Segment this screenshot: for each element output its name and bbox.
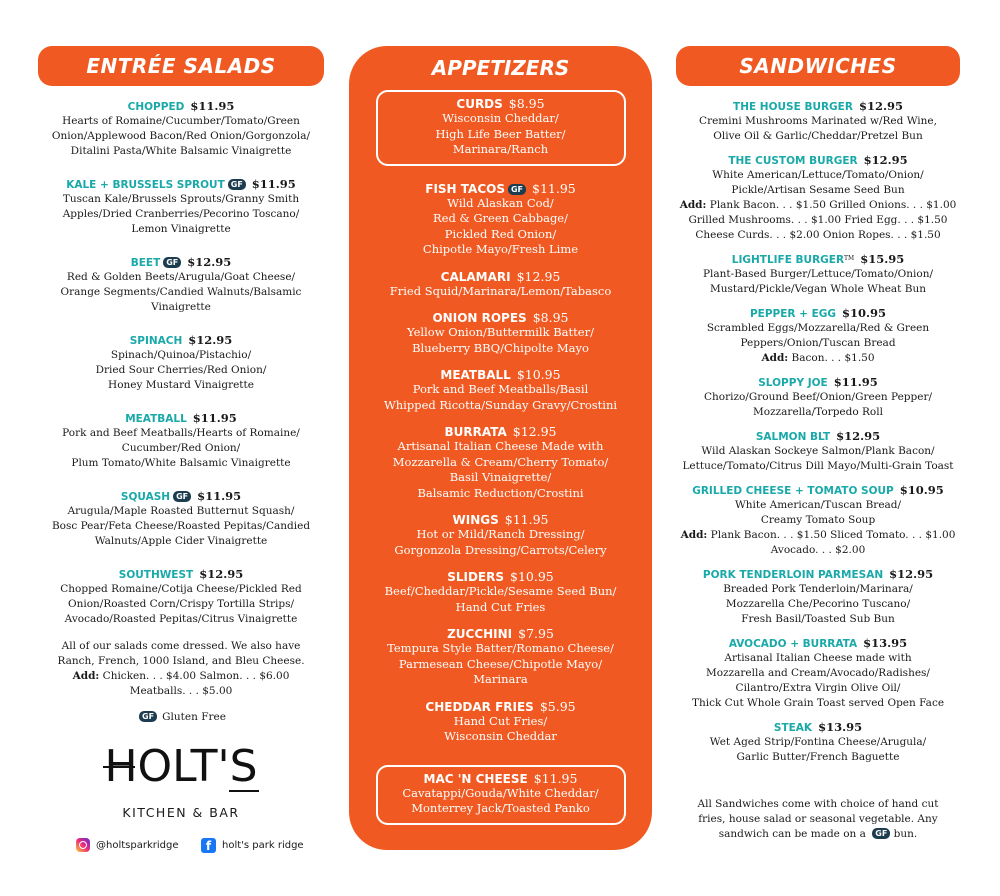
- menu-item-header: [38, 411, 324, 426]
- sandwiches-list: [676, 86, 960, 765]
- menu-item-price: $8.95: [532, 310, 569, 325]
- menu-item-description: Wild Alaskan Cod/: [447, 195, 554, 210]
- menu-item-price: $15.95: [860, 252, 905, 266]
- menu-item-description: Mustard/Pickle/Vegan Whole Wheat Bun: [710, 283, 926, 295]
- gf-badge-icon: GF: [163, 257, 181, 268]
- menu-item-description: Balsamic Reduction/Crostini: [417, 485, 584, 500]
- menu-item-price: $12.95: [512, 424, 557, 439]
- menu-item: [376, 765, 626, 825]
- menu-item-header: [676, 483, 960, 498]
- menu-item-description: Peppers/Onion/Tuscan Bread: [740, 337, 896, 349]
- menu-item-name: KALE + BRUSSELS SPROUT: [66, 179, 225, 191]
- menu-item-description: Spinach/Quinoa/Pistachio/: [110, 349, 252, 361]
- gf-badge-icon: GF: [139, 711, 157, 722]
- menu-item-description: Whipped Ricotta/Sunday Gravy/Crostini: [383, 397, 618, 412]
- menu-item-description: Cilantro/Extra Virgin Olive Oil/: [735, 682, 901, 694]
- menu-item-price: $11.95: [192, 411, 237, 425]
- menu-item-description: Yellow Onion/Buttermilk Batter/: [407, 325, 594, 339]
- gf-badge-icon: GF: [173, 491, 191, 502]
- menu-item-header: [38, 567, 324, 582]
- menu-item-description: Tuscan Kale/Brussels Sprouts/Granny Smith: [62, 193, 300, 205]
- menu-item-header: [349, 270, 652, 284]
- menu-item-description: Tempura Style Batter/Romano Cheese/: [387, 641, 614, 655]
- menu-item-header: [38, 333, 324, 348]
- menu-item: [349, 182, 652, 258]
- menu-item: [676, 375, 960, 420]
- menu-item-name: SLOPPY JOE: [758, 377, 828, 389]
- menu-item-description: Parmesean Cheese/Chipotle Mayo/: [398, 656, 603, 671]
- menu-item-description: Wisconsin Cheddar: [444, 729, 557, 743]
- menu-item: [349, 700, 652, 745]
- menu-item-description: Mozzarella and Cream/Avocado/Radishes/: [706, 667, 930, 679]
- menu-item-price: $12.95: [199, 567, 244, 581]
- menu-item: [676, 306, 960, 366]
- menu-item: [676, 153, 960, 243]
- addons-text: Bacon. . . $1.50: [791, 352, 875, 364]
- menu-item: [676, 429, 960, 474]
- menu-item-description: Ditalini Pasta/White Balsamic Vinaigrette: [70, 145, 292, 157]
- addons-text: Plank Bacon. . . $1.50 Sliced Tomato. . . $1.00: [710, 529, 956, 541]
- menu-item-description: Dried Sour Cherries/Red Onion/: [95, 364, 267, 376]
- menu-item-name: MEATBALL: [125, 413, 187, 425]
- addons-label: Add:: [679, 199, 707, 211]
- menu-item: [676, 636, 960, 711]
- menu-item-description: Onion/Roasted Corn/Crispy Tortilla Strips/: [67, 598, 295, 610]
- menu-item: [349, 627, 652, 688]
- menu-item-addons: [676, 213, 960, 228]
- menu-item-description: Mozzarella & Cream/Cherry Tomato/: [392, 454, 609, 469]
- entree-salads-list: [38, 86, 324, 627]
- menu-item-description: Chopped Romaine/Cotija Cheese/Pickled Red: [60, 583, 302, 595]
- menu-item-price: $7.95: [518, 626, 554, 641]
- menu-item: [38, 333, 324, 393]
- menu-item-description: Red & Green Cabbage/: [432, 211, 568, 225]
- menu-item-description: Hot or Mild/Ranch Dressing/: [416, 527, 585, 541]
- gf-badge-icon: GF: [228, 179, 246, 190]
- entree-salads-column: [38, 0, 324, 853]
- gluten-free-legend: GF Gluten Free: [38, 705, 324, 725]
- appetizers-list: [349, 90, 652, 825]
- menu-item-description: White American/Tuscan Bread/: [734, 499, 902, 511]
- instagram-handle[interactable]: @holtsparkridge: [76, 838, 178, 852]
- menu-item-price: $12.95: [858, 99, 903, 113]
- holts-logo-mark: [101, 733, 261, 793]
- menu-item-description: Plum Tomato/White Balsamic Vinaigrette: [71, 457, 291, 469]
- menu-item-name: GRILLED CHEESE + TOMATO SOUP: [692, 485, 894, 497]
- menu-item-price: $11.95: [532, 180, 576, 196]
- addons-label: Add:: [761, 352, 789, 364]
- menu-item-description: Lettuce/Tomato/Citrus Dill Mayo/Multi-Grain Toast: [682, 460, 954, 472]
- menu-item-name: PORK TENDERLOIN PARMESAN: [702, 569, 884, 581]
- menu-item-header: [349, 425, 652, 439]
- gf-badge-icon: GF: [508, 184, 526, 195]
- menu-item-name: SOUTHWEST: [118, 569, 194, 581]
- instagram-icon: [76, 838, 90, 852]
- menu-item-description: Garlic Butter/French Baguette: [736, 751, 900, 763]
- menu-item-description: Wet Aged Strip/Fontina Cheese/Arugula/: [709, 736, 927, 748]
- menu-item: [676, 99, 960, 144]
- menu-item-description: Breaded Pork Tenderloin/Marinara/: [723, 583, 913, 595]
- menu-item-name: THE HOUSE BURGER: [733, 101, 853, 113]
- menu-item-price: $11.95: [504, 512, 549, 527]
- menu-item-description: Pork and Beef Meatballs/Hearts of Romaine/: [62, 427, 300, 439]
- menu-item-price: $8.95: [508, 96, 545, 111]
- addons-text: Avocado. . . $2.00: [770, 544, 866, 556]
- menu-item-description: Olive Oil & Garlic/Cheddar/Pretzel Bun: [713, 130, 923, 142]
- facebook-icon: f: [201, 838, 216, 853]
- addons-text: Grilled Mushrooms. . . $1.00 Fried Egg. . . $1.50: [688, 214, 948, 226]
- menu-item-description: Orange Segments/Candied Walnuts/Balsamic: [60, 286, 302, 298]
- menu-item-addons: [676, 543, 960, 558]
- menu-item-price: $10.95: [510, 569, 554, 584]
- menu-item-description: Pickled Red Onion/: [444, 226, 557, 241]
- menu-item-header: [676, 720, 960, 735]
- menu-item-price: $11.95: [251, 177, 296, 191]
- menu-item-price: $12.95: [836, 429, 881, 443]
- menu-item-addons: [676, 351, 960, 366]
- menu-item-description: Blueberry BBQ/Chipolte Mayo: [412, 340, 589, 355]
- menu-item-name: ZUCCHINI: [447, 627, 513, 641]
- menu-item-description: Honey Mustard Vinaigrette: [108, 379, 254, 391]
- menu-item-price: $12.95: [187, 255, 232, 269]
- menu-item-header: [676, 252, 960, 267]
- menu-item-name: ONION ROPES: [432, 311, 527, 325]
- menu-item-header: [38, 177, 324, 192]
- menu-item-addons: [676, 528, 960, 543]
- menu-item-description: Hand Cut Fries/: [453, 713, 548, 728]
- gf-badge-icon: GF: [872, 828, 890, 839]
- menu-item: [38, 411, 324, 471]
- menu-item-description: Chorizo/Ground Beef/Onion/Green Pepper/: [703, 391, 933, 403]
- appetizers-panel: [349, 46, 652, 850]
- menu-item-header: [38, 99, 324, 114]
- menu-item-name: FISH TACOS: [425, 181, 505, 196]
- menu-item-description: Marinara/Ranch: [452, 142, 549, 156]
- menu-item: [349, 270, 652, 300]
- menu-item-name: BEET: [130, 257, 161, 269]
- menu-item-addons: [676, 228, 960, 243]
- kitchen-and-bar-label: KITCHEN & BAR: [122, 805, 240, 820]
- menu-item-description: Monterrey Jack/Toasted Panko: [411, 801, 590, 815]
- menu-item-header: [349, 182, 652, 196]
- menu-item-price: $12.95: [889, 567, 934, 581]
- menu-item-description: Pork and Beef Meatballs/Basil: [412, 382, 589, 396]
- menu-item-price: $10.95: [899, 483, 944, 497]
- menu-item-description: Basil Vinaigrette/: [449, 470, 552, 484]
- menu-item-description: Fresh Basil/Toasted Sub Bun: [741, 613, 895, 625]
- menu-item-name: SPINACH: [129, 335, 183, 347]
- facebook-handle[interactable]: f holt's park ridge: [201, 838, 304, 853]
- menu-item: [349, 311, 652, 356]
- menu-item-price: $12.95: [516, 268, 561, 284]
- menu-item-description: Cavatappi/Gouda/White Cheddar/: [402, 785, 599, 800]
- svg-text:HOLT'S: HOLT'S: [104, 741, 258, 792]
- menu-item-description: Arugula/Maple Roasted Butternut Squash/: [67, 505, 295, 517]
- menu-item-description: White American/Lettuce/Tomato/Onion/: [712, 169, 924, 181]
- addons-text: Plank Bacon. . . $1.50 Grilled Onions. . . $1.00: [709, 199, 957, 211]
- menu-item-name: STEAK: [773, 722, 813, 734]
- menu-item-name: CURDS: [456, 97, 503, 111]
- menu-item-description: Gorgonzola Dressing/Carrots/Celery: [394, 542, 607, 557]
- menu-item-price: $12.95: [188, 333, 233, 347]
- menu-item-description: Artisanal Italian Cheese made with: [724, 652, 912, 664]
- menu-item-price: $5.95: [539, 698, 576, 714]
- menu-item: [676, 252, 960, 297]
- menu-item-description: Cremini Mushrooms Marinated w/Red Wine,: [699, 115, 937, 127]
- appetizers-title: APPETIZERS: [431, 56, 570, 80]
- menu-item-price: $11.95: [833, 375, 878, 389]
- addons-text: Cheese Curds. . . $2.00 Onion Ropes. . . $1.50: [695, 229, 941, 241]
- menu-item: [349, 570, 652, 615]
- menu-item-name: SLIDERS: [447, 570, 505, 584]
- menu-item-header: [676, 429, 960, 444]
- menu-item-name: CHOPPED: [127, 101, 185, 113]
- sandwiches-column: [676, 0, 960, 842]
- menu-item: [676, 567, 960, 627]
- menu-item-name: WINGS: [452, 513, 499, 527]
- menu-item-price: $11.95: [197, 489, 242, 503]
- menu-item-name: CHEDDAR FRIES: [425, 699, 534, 714]
- menu-item-description: Onion/Applewood Bacon/Red Onion/Gorgonzola/: [51, 130, 311, 142]
- menu-item-description: Beef/Cheddar/Pickle/Sesame Seed Bun/: [384, 584, 617, 598]
- menu-item: [349, 513, 652, 558]
- menu-item-price: $13.95: [863, 636, 908, 650]
- menu-item-description: Mozzarella Che/Pecorino Tuscano/: [725, 598, 911, 610]
- menu-item-header: [349, 627, 652, 641]
- menu-item: [38, 489, 324, 549]
- sandwiches-banner: SANDWICHES: [676, 46, 960, 86]
- menu-item-description: Marinara: [473, 672, 528, 686]
- menu-item-header: [676, 375, 960, 390]
- menu-item-header: [349, 570, 652, 584]
- menu-item-header: [349, 700, 652, 714]
- menu-item: [676, 483, 960, 558]
- menu-item-name: CALAMARI: [440, 269, 511, 284]
- addons-label: Add:: [680, 529, 708, 541]
- menu-item-name: SALMON BLT: [755, 431, 831, 443]
- menu-item: [676, 720, 960, 765]
- menu-item-description: Hand Cut Fries: [455, 599, 546, 614]
- menu-item-addons: [676, 198, 960, 213]
- holts-logo: [38, 733, 324, 820]
- menu-item-header: [378, 97, 624, 111]
- menu-item-price: $11.95: [533, 770, 578, 786]
- menu-item-description: Fried Squid/Marinara/Lemon/Tabasco: [389, 283, 612, 298]
- menu-item-header: [349, 311, 652, 325]
- menu-item-description: Mozzarella/Torpedo Roll: [753, 406, 883, 418]
- menu-item-name: BURRATA: [444, 425, 507, 439]
- menu-item-header: [349, 368, 652, 382]
- menu-item-description: Walnuts/Apple Cider Vinaigrette: [94, 535, 268, 547]
- menu-item-name: MEATBALL: [440, 368, 511, 382]
- menu-item-name: PEPPER + EGG: [749, 308, 837, 320]
- menu-item: [38, 567, 324, 627]
- trademark-mark: TM: [844, 255, 855, 262]
- menu-item-description: Apples/Dried Cranberries/Pecorino Toscano/: [62, 208, 300, 220]
- menu-item-description: Hearts of Romaine/Cucumber/Tomato/Green: [62, 115, 300, 127]
- menu-item-description: Avocado/Roasted Pepitas/Citrus Vinaigrette: [64, 613, 298, 625]
- menu-item-description: Lemon Vinaigrette: [131, 223, 231, 235]
- menu-item-price: $13.95: [818, 720, 863, 734]
- menu-item-description: Wild Alaskan Sockeye Salmon/Plank Bacon/: [701, 445, 935, 457]
- menu-item-price: $10.95: [842, 306, 887, 320]
- menu-item: [349, 368, 652, 413]
- menu-item-header: [676, 636, 960, 651]
- menu-item-description: Vinaigrette: [151, 301, 211, 313]
- menu-item-description: Red & Golden Beets/Arugula/Goat Cheese/: [66, 271, 296, 283]
- menu-item-name: LIGHTLIFE BURGER: [731, 254, 845, 266]
- menu-item-name: THE CUSTOM BURGER: [728, 155, 858, 167]
- menu-item-description: High Life Beer Batter/: [435, 126, 566, 141]
- menu-item: [38, 255, 324, 315]
- menu-item: [38, 99, 324, 159]
- menu-item-header: [676, 153, 960, 168]
- salad-dressing-note: All of our salads come dressed. We also have Ranch, French, 1000 Island, and Bleu Cheese. Add: Chicken. . . $4.00 Salmon. . . $6.00 Meatballs. . . $5.00: [57, 640, 305, 697]
- menu-item-description: Wisconsin Cheddar/: [442, 111, 559, 125]
- menu-item-description: Chipotle Mayo/Fresh Lime: [422, 242, 579, 256]
- entree-salads-banner: ENTRÉE SALADS: [38, 46, 324, 86]
- menu-item-header: [676, 99, 960, 114]
- menu-item-name: MAC 'N CHEESE: [423, 771, 528, 786]
- menu-item-header: [349, 513, 652, 527]
- sandwich-footer-note: All Sandwiches come with choice of hand cut fries, house salad or seasonal vegetable. Any sandwich can be made on a GF bun.: [697, 798, 939, 840]
- menu-item-price: $11.95: [190, 99, 235, 113]
- menu-item-description: Pickle/Artisan Sesame Seed Bun: [731, 184, 905, 196]
- menu-item-description: Plant-Based Burger/Lettuce/Tomato/Onion/: [702, 268, 933, 280]
- menu-item-header: [38, 255, 324, 270]
- menu-item: [349, 425, 652, 501]
- menu-item-name: SQUASH: [120, 491, 171, 503]
- menu-item-header: [378, 772, 624, 786]
- menu-item-name: AVOCADO + BURRATA: [728, 638, 858, 650]
- menu-item-description: Cucumber/Red Onion/: [121, 442, 241, 454]
- menu-item-description: Bosc Pear/Feta Cheese/Roasted Pepitas/Candied: [51, 520, 311, 532]
- menu-item-description: Creamy Tomato Soup: [760, 514, 876, 526]
- menu-item-header: [676, 306, 960, 321]
- menu-item-price: $12.95: [863, 153, 908, 167]
- menu-item: [38, 177, 324, 237]
- menu-item-description: Scrambled Eggs/Mozzarella/Red & Green: [706, 322, 930, 334]
- menu-item-description: Thick Cut Whole Grain Toast served Open Face: [691, 697, 945, 709]
- menu-item-description: Artisanal Italian Cheese Made with: [397, 439, 604, 453]
- menu-item: [376, 90, 626, 166]
- menu-item-header: [38, 489, 324, 504]
- menu-item-price: $10.95: [516, 367, 561, 382]
- menu-item-header: [676, 567, 960, 582]
